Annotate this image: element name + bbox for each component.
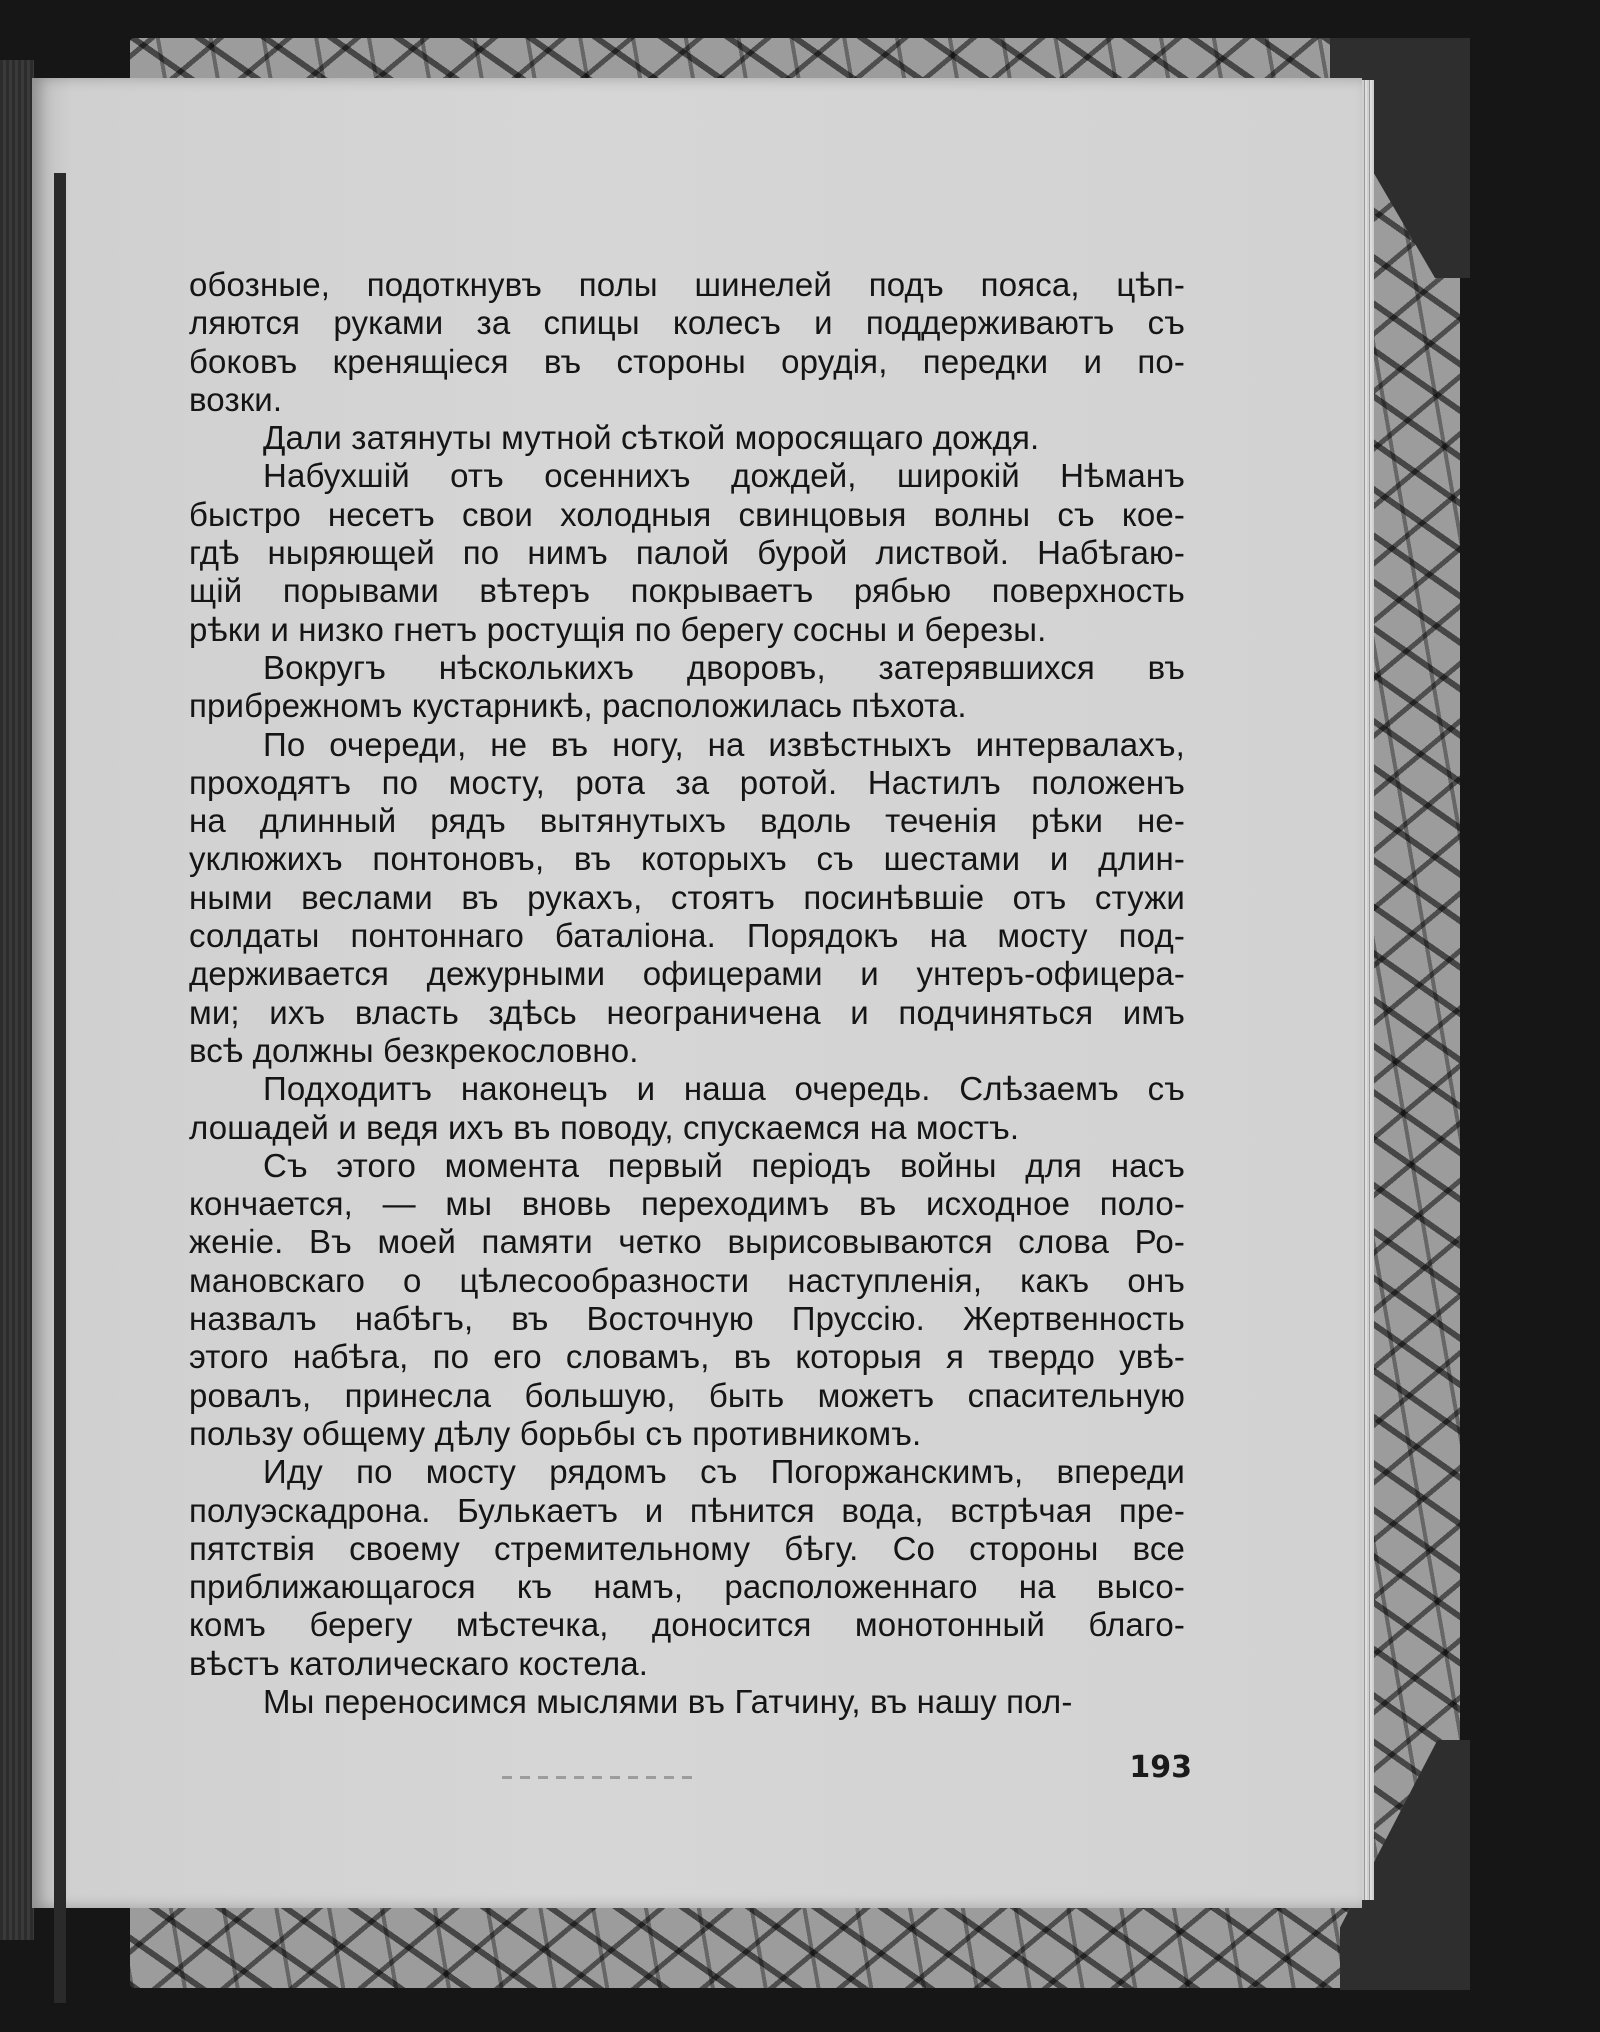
text-line: быстро несетъ свои холодныя свинцовыя волны съ кое- <box>189 495 1185 533</box>
body-text <box>189 266 1185 1721</box>
text-line: Набухшій отъ осеннихъ дождей, широкій Нѣманъ <box>263 457 1185 495</box>
text-line: Вокругъ нѣсколькихъ дворовъ, затерявшихся въ <box>263 648 1185 686</box>
text-line: солдаты понтоннаго баталіона. Порядокъ на мосту под- <box>189 917 1185 955</box>
paragraph <box>189 1070 1185 1147</box>
page-number: 193 <box>1129 1750 1192 1785</box>
text-line: Мы переносимся мыслями въ Гатчину, въ нашу пол- <box>263 1682 1073 1720</box>
text-line: назвалъ набѣгъ, въ Восточную Пруссію. Жертвенность <box>189 1300 1185 1338</box>
paragraph <box>189 726 1185 1071</box>
text-line: По очереди, не въ ногу, на извѣстныхъ интервалахъ, <box>263 725 1185 763</box>
paragraph <box>189 457 1185 648</box>
text-line: ными веслами въ рукахъ, стоятъ посинѣвшіе отъ стужи <box>189 878 1185 916</box>
text-line: Подходитъ наконецъ и наша очередь. Слѣзаемъ съ <box>263 1070 1185 1108</box>
text-line: пользу общему дѣлу борьбы съ противникомъ. <box>189 1414 922 1452</box>
text-line: обозные, подоткнувъ полы шинелей подъ пояса, цѣп- <box>189 266 1185 303</box>
text-line: ровалъ, принесла большую, быть можетъ спасительную <box>189 1376 1185 1414</box>
text-line: рѣки и низко гнетъ ростущія по берегу сосны и березы. <box>189 610 1047 648</box>
text-line: Съ этого момента первый періодъ войны для насъ <box>263 1146 1185 1184</box>
text-line: этого набѣга, по его словамъ, въ которыя я твердо увѣ- <box>189 1338 1185 1376</box>
text-line: всѣ должны безкрекословно. <box>189 1031 639 1069</box>
text-line: возки. <box>189 380 283 418</box>
text-line: Иду по мосту рядомъ съ Погоржанскимъ, впереди <box>263 1453 1185 1491</box>
paragraph <box>189 649 1185 726</box>
text-line: кончается, — мы вновь переходимъ въ исходное поло- <box>189 1185 1185 1223</box>
text-line: лошадей и ведя ихъ въ поводу, спускаемся на мостъ. <box>189 1108 1020 1146</box>
text-line: боковъ кренящіеся въ стороны орудія, передки и по- <box>189 342 1185 380</box>
text-line: прибрежномъ кустарникѣ, расположилась пѣхота. <box>189 687 967 725</box>
text-line: комъ берегу мѣстечка, доносится монотонный благо- <box>189 1606 1185 1644</box>
text-line: вѣстъ католическаго костела. <box>189 1644 649 1682</box>
text-line: ляются руками за спицы колесъ и поддерживаютъ съ <box>189 304 1185 342</box>
text-line: ми; ихъ власть здѣсь неограничена и подчиняться имъ <box>189 993 1185 1031</box>
text-line: проходятъ по мосту, рота за ротой. Настилъ положенъ <box>189 763 1185 801</box>
page-gutter <box>54 173 66 2003</box>
text-line: Дали затянуты мутной сѣткой моросящаго дождя. <box>263 419 1040 457</box>
text-line: полуэскадрона. Булькаетъ и пѣнится вода, встрѣчая пре- <box>189 1491 1185 1529</box>
ink-smudge <box>502 1776 692 1779</box>
text-line: мановскаго о цѣлесообразности наступленія, какъ онъ <box>189 1261 1185 1299</box>
text-line: женіе. Въ моей памяти четко вырисовываются слова Ро- <box>189 1223 1185 1261</box>
paragraph <box>189 1453 1185 1683</box>
text-line: пятствія своему стремительному бѣгу. Со стороны все <box>189 1529 1185 1567</box>
text-line: уклюжихъ понтоновъ, въ которыхъ съ шестами и длин- <box>189 840 1185 878</box>
paragraph <box>189 1147 1185 1453</box>
paragraph <box>189 1683 1185 1721</box>
text-line: держивается дежурными офицерами и унтеръ-офицера- <box>189 955 1185 993</box>
text-line: щій порывами вѣтеръ покрываетъ рябью поверхность <box>189 572 1185 610</box>
text-line: гдѣ ныряющей по нимъ палой бурой листвой. Набѣгаю- <box>189 534 1185 572</box>
paragraph <box>189 419 1185 457</box>
paragraph <box>189 266 1185 419</box>
book-spine <box>0 60 34 1940</box>
book-page <box>32 78 1362 1908</box>
text-line: на длинный рядъ вытянутыхъ вдоль теченія рѣки не- <box>189 802 1185 840</box>
text-line: приближающагося къ намъ, расположеннаго на высо- <box>189 1568 1185 1606</box>
